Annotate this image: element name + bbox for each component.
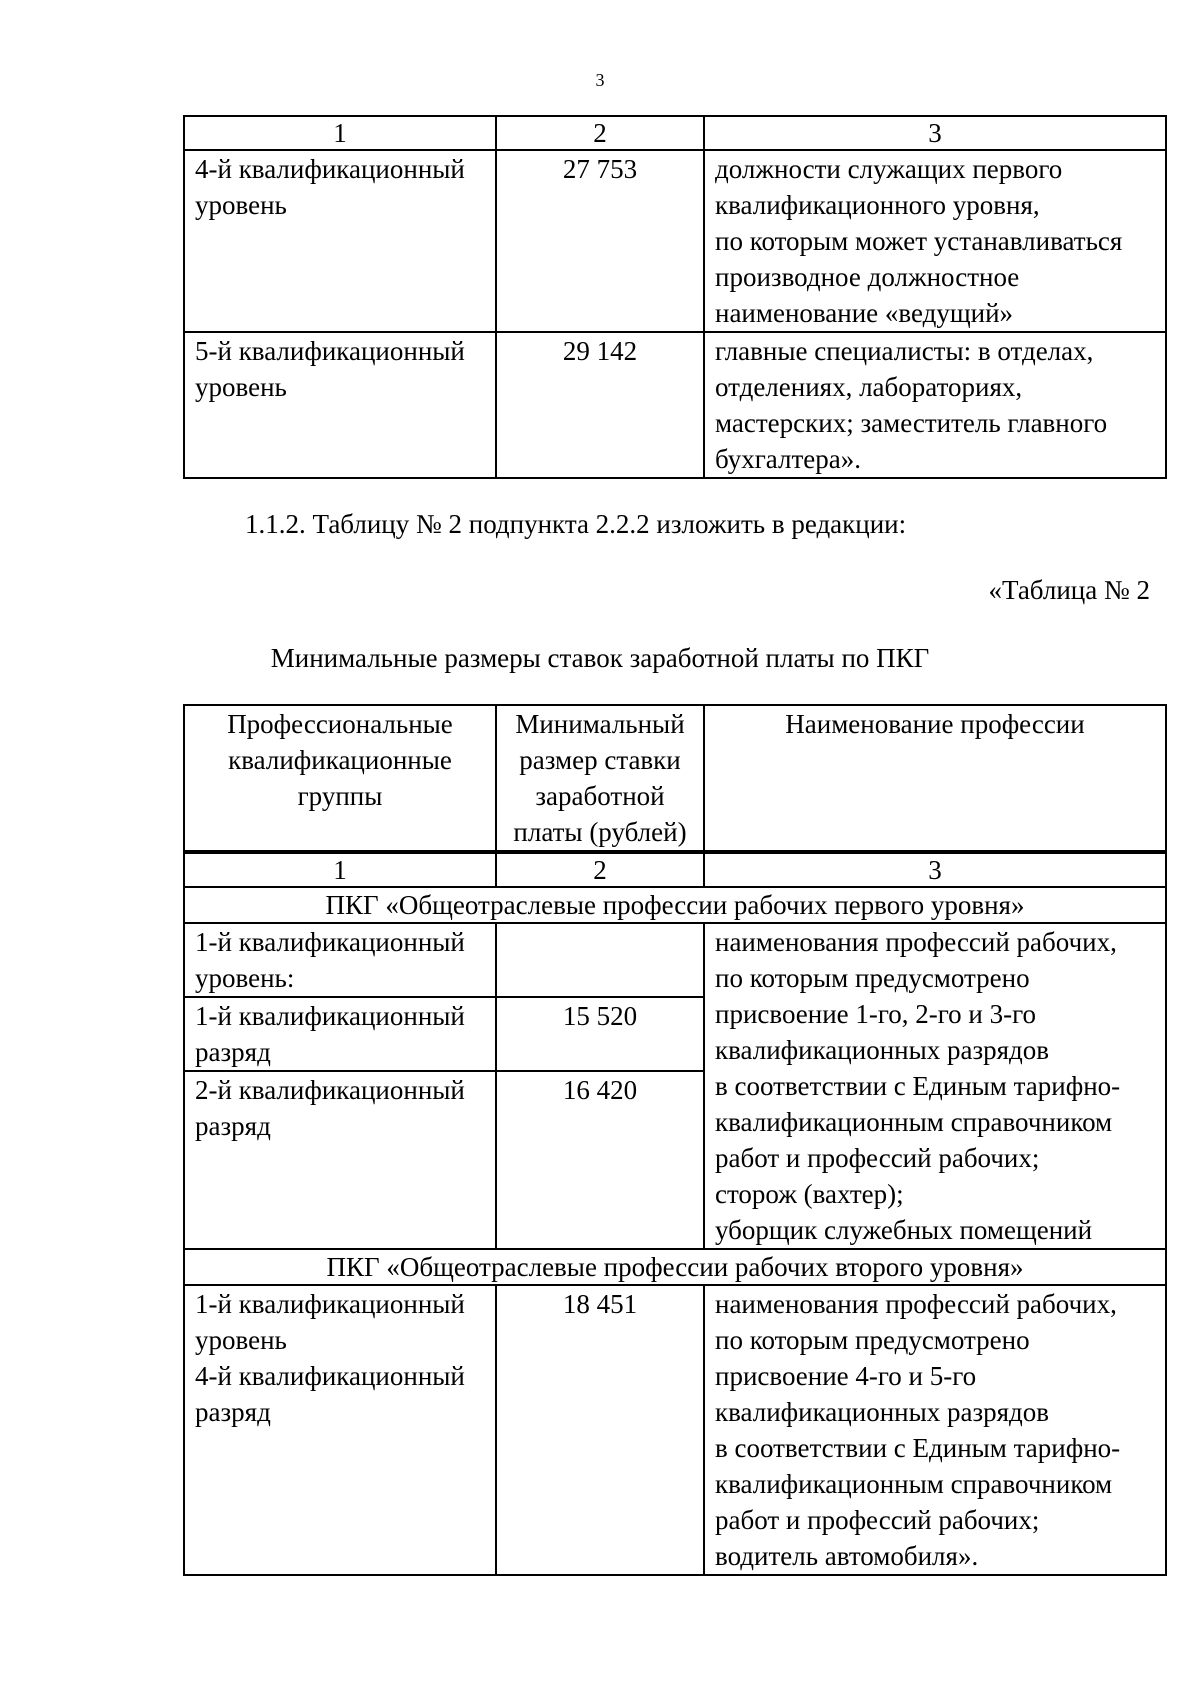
salary-rate: 27 753: [496, 150, 704, 332]
salary-rate: 16 420: [496, 1071, 704, 1249]
position-description: должности служащих первого квалификационного уровня, по которым может устанавливаться производное должностное наименование «ведущий»: [704, 150, 1166, 332]
qualification-level: 2-й квалификационный разряд: [184, 1071, 496, 1249]
table-title: Минимальные размеры ставок заработной платы по ПКГ: [270, 643, 930, 673]
table-caption: «Таблица № 2: [988, 575, 1150, 605]
column-number-row: [184, 852, 1166, 887]
salary-rate: 15 520: [496, 997, 704, 1071]
qualification-level: 1-й квалификационный уровень 4-й квалификационный разряд: [184, 1285, 496, 1575]
group-title: ПКГ «Общеотраслевые профессии рабочих второго уровня»: [184, 1249, 1166, 1285]
column-number: 1: [184, 852, 496, 887]
salary-rate: 29 142: [496, 332, 704, 478]
header-minimum-rate: Минимальный размер ставки заработной платы (рублей): [496, 705, 704, 852]
column-number: 1: [184, 116, 496, 150]
column-number: 2: [496, 852, 704, 887]
table-row: [184, 923, 1166, 997]
column-number-row: [184, 116, 1166, 150]
group-title-row: [184, 887, 1166, 923]
profession-description: наименования профессий рабочих, по которым предусмотрено присвоение 1-го, 2-го и 3-го квалификационных разрядов в соответствии с Единым тарифно- квалификационным справочником работ и профессий рабочих; сторож (вахтер); уборщик служебных помещений: [704, 923, 1166, 1249]
column-number: 2: [496, 116, 704, 150]
qualification-level: 1-й квалификационный разряд: [184, 997, 496, 1071]
table-row: [184, 332, 1166, 478]
column-number: 3: [704, 852, 1166, 887]
qualification-level: 4-й квалификационный уровень: [184, 150, 496, 332]
profession-description: наименования профессий рабочих, по которым предусмотрено присвоение 4-го и 5-го квалификационных разрядов в соответствии с Единым тарифно- квалификационным справочником работ и профессий рабочих; водитель автомобиля».: [704, 1285, 1166, 1575]
amendment-paragraph: 1.1.2. Таблицу № 2 подпункта 2.2.2 изложить в редакции:: [245, 509, 907, 539]
table-row: [184, 150, 1166, 332]
salary-table-continuation: [183, 115, 1167, 479]
minimum-salary-table: [183, 704, 1167, 1576]
table-header-row: [184, 705, 1166, 852]
qualification-level: 5-й квалификационный уровень: [184, 332, 496, 478]
qualification-level: 1-й квалификационный уровень:: [184, 923, 496, 997]
page-number: 3: [595, 70, 605, 90]
salary-rate: [496, 923, 704, 997]
column-number: 3: [704, 116, 1166, 150]
header-profession-name: Наименование профессии: [704, 705, 1166, 852]
table-row: [184, 1285, 1166, 1575]
header-professional-groups: Профессиональные квалификационные группы: [184, 705, 496, 852]
group-title: ПКГ «Общеотраслевые профессии рабочих первого уровня»: [184, 887, 1166, 923]
position-description: главные специалисты: в отделах, отделениях, лабораториях, мастерских; заместитель главного бухгалтера».: [704, 332, 1166, 478]
salary-rate: 18 451: [496, 1285, 704, 1575]
group-title-row: [184, 1249, 1166, 1285]
